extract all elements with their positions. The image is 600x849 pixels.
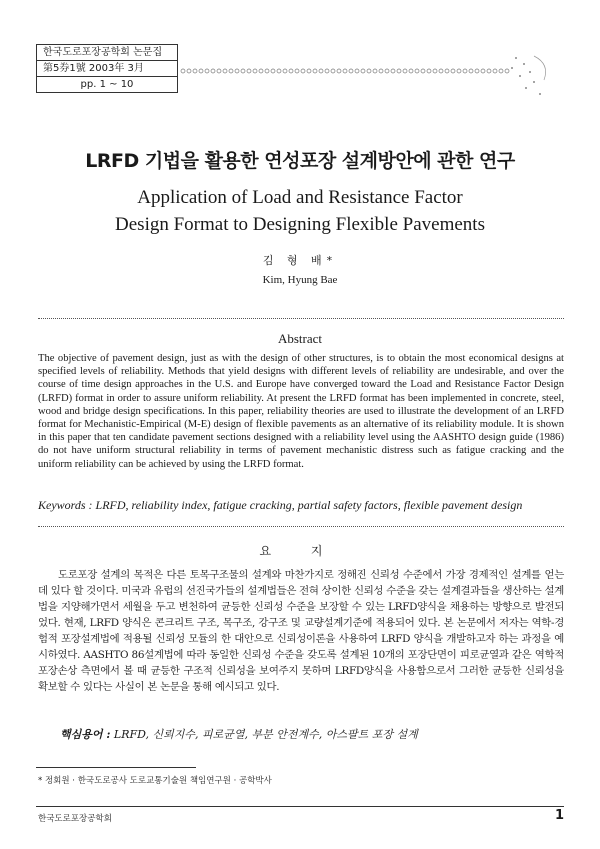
abstract-heading: Abstract [277, 331, 323, 346]
footer-journal-name: 한국도로포장공학회 [38, 814, 112, 824]
journal-volume: 第5券1號 2003年 3月 [37, 61, 177, 77]
paper-title-english-line2: Design Format to Designing Flexible Pavements [115, 214, 485, 235]
author-english: Kim, Hyung Bae [262, 274, 338, 286]
section-divider [38, 318, 564, 319]
abstract-body: The objective of pavement design, just as with the design of other structures, is to obtain the most economical designs at specified levels of reliability. Methods that yield designs with different levels of reliability are undesirable, and over the course of time design approaches in the U.S. and Europe have converged toward the Load and Resistance Factor Design (LRFD) format in order to assure uniform reliability. At present the LRFD format has been implemented in concrete, steel, wood and bridge design specifications. In this paper, reliability theories are used to illustrate the development of an LRFD format for Mechanistic-Empirical (M-E) design of flexible pavements as an alternative of its reliability module. It is shown in this paper that ten candidate pavement sections designed with a reliability level using the AASHTO design guide (1986) do not have uniform structural reliability in terms of pavement mechanistic distress such as fatigue cracking and the uniform reliability can be achieved by using the LRFD format. [38, 353, 564, 470]
author-footnote: * 정회원 · 한국도로공사 도로교통기술원 책임연구원 · 공학박사 [38, 776, 272, 786]
journal-name: 한국도로포장공학회 논문집 [37, 45, 177, 61]
korean-abstract-heading: 요 지 [259, 544, 341, 558]
decorative-corner-ornament [500, 50, 560, 100]
paper-title-korean: LRFD 기법을 활용한 연성포장 설계방안에 관한 연구 [85, 150, 515, 172]
page-number: 1 [554, 808, 564, 823]
author-korean: 김 형 배* [262, 254, 338, 267]
keywords: Keywords : LRFD, reliability index, fatigue cracking, partial safety factors, flexible pavement design [38, 498, 523, 512]
korean-keywords-label: 핵심용어 : [60, 728, 111, 741]
footnote-rule [36, 767, 196, 768]
korean-abstract-body: 도로포장 설계의 목적은 다른 토목구조물의 설계와 마찬가지로 정해진 신뢰성 수준에서 가장 경제적인 설계를 얻는데 있다 할 것이다. 미국과 유럽의 선진국가들의 설계법들은 전혀 상이한 신뢰성 수준을 갖는 설계결과들을 생산하는 설계법을 지양해가면서 세월을 두고 변천하여 균등한 신뢰성 수준을 보장할 수 있는 LRFD양식을 채용하는 방향으로 발전되었다. 현재, LRFD 양식은 콘크리트 구조, 목구조, 강구조 및 교량설계기준에 적용되어 있다. 본 논문에서 저자는 역학-경험적 포장설계법에 적용될 신뢰성 모듈의 한 대안으로 신뢰성이론을 사용하여 LRFD 양식을 개발하고자 하는 과정을 예시하였다. AASHTO 86설계법에 따라 동일한 신뢰성 수준을 갖도록 설계된 10개의 포장단면이 피로균열과 같은 역학적 포장손상 측면에서 볼 때 균등한 구조적 신뢰성을 보여주지 못하며 LRFD양식을 사용함으로서 그러한 균등한 신뢰성을 확보할 수 있다는 사실이 본 논문을 통해 예시되고 있다. [38, 569, 564, 693]
journal-info-box [36, 44, 178, 93]
korean-keywords-text: LRFD, 신뢰지수, 피로균열, 부분 안전계수, 아스팔트 포장 설계 [110, 728, 418, 741]
paper-title-english-line1: Application of Load and Resistance Factor [137, 187, 463, 208]
decorative-dot-line [180, 68, 510, 74]
footer-rule [36, 806, 564, 807]
korean-keywords [60, 726, 570, 742]
paper-title-english [0, 184, 600, 238]
section-divider [38, 526, 564, 527]
journal-pages: pp. 1 ~ 10 [80, 79, 134, 90]
